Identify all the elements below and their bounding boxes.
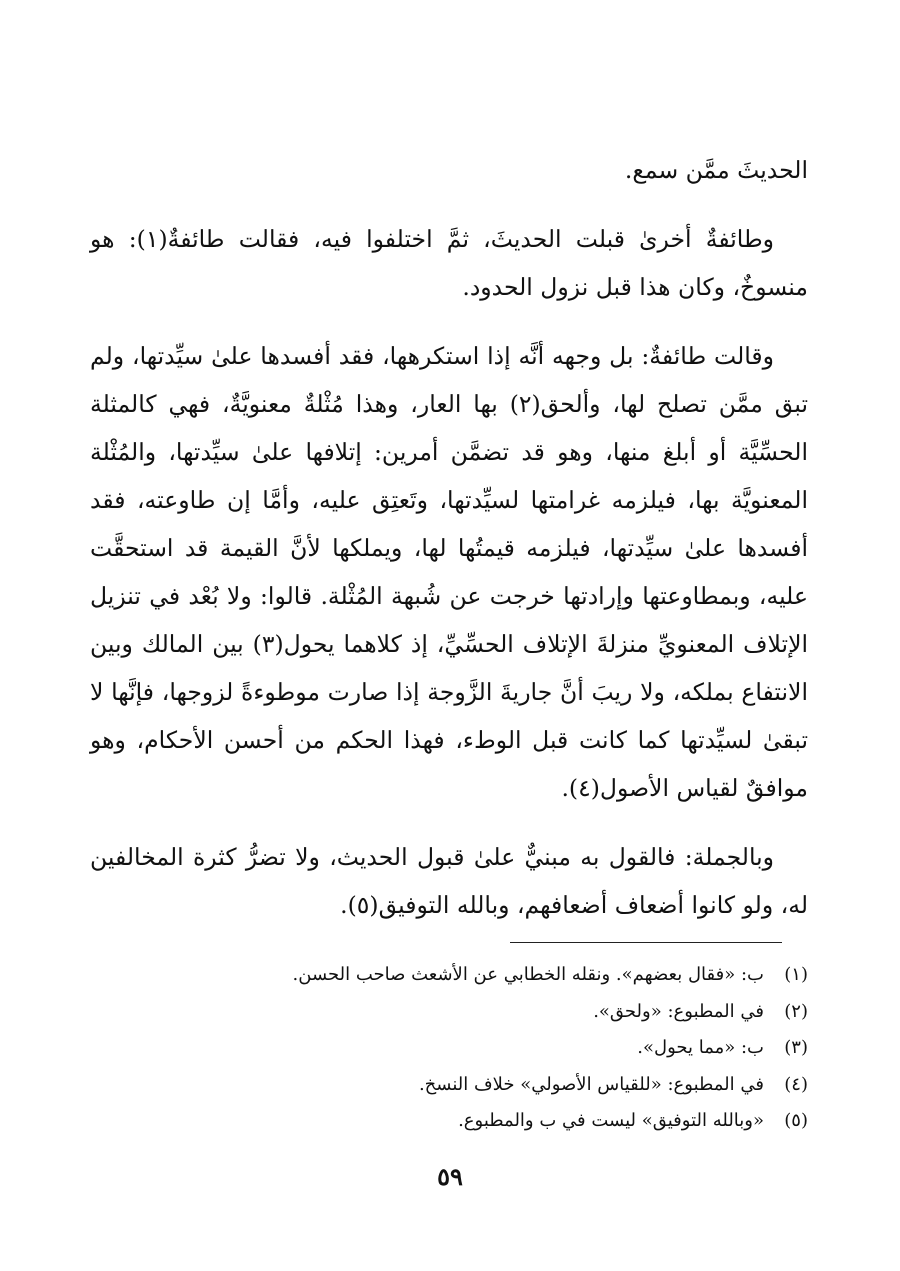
footnote-item — [90, 1067, 808, 1104]
footnote-number: (٣) — [784, 1037, 808, 1058]
footnote-item — [90, 957, 808, 994]
footnote-text: في المطبوع: «للقياس الأصولي» خلاف النسخ. — [418, 1073, 764, 1095]
footnote-number: (٤) — [784, 1073, 808, 1095]
paragraph: وبالجملة: فالقول به مبنيٌّ علىٰ قبول الحديث، ولا تضرُّ كثرة المخالفين له، ولو كانوا أضعاف أضعافهم، وبالله التوفيق(٥). — [90, 843, 808, 919]
paragraph: وقالت طائفةٌ: بل وجهه أنَّه إذا استكرهها، فقد أفسدها علىٰ سيِّدتها، ولم تبق ممَّن تصلح لها، وألحق(٢) بها العار، وهذا مُثْلةٌ معنويَّةٌ، فهي كالمثلة الحسِّيَّة أو أبلغ منها، وهو قد تضمَّن أمرين: إتلافها علىٰ سيِّدتها، والمُثْلة المعنويَّة بها، فيلزمه غرامتها لسيِّدتها، وتَعتِق عليه، وأمَّا إن طاوعته، فقد أفسدها علىٰ سيِّدتها، فيلزمه قيمتُها لها، ويملكها لأنَّ القيمة قد استحقَّت عليه، وبمطاوعتها وإرادتها خرجت عن شُبهة المُثْلة. قالوا: ولا بُعْد في تنزيل الإتلاف المعنويِّ منزلةَ الإتلاف الحسِّيِّ، إذ كلاهما يحول(٣) بين المالك وبين الانتفاع بملكه، ولا ريبَ أنَّ جاريةَ الزَّوجة إذا صارت موطوءةً لزوجها، فإنَّها لا تبقىٰ لسيِّدتها كما كانت قبل الوطء، فهذا الحكم من أحسن الأحكام، وهو موافقٌ لقياس الأصول(٤). — [90, 342, 808, 802]
footnote-text: ب: «مما يحول». — [637, 1037, 764, 1058]
footnote-number: (٢) — [784, 1000, 808, 1022]
footnote-item — [90, 1030, 808, 1067]
paragraph: وطائفةٌ أخرىٰ قبلت الحديثَ، ثمَّ اختلفوا فيه، فقالت طائفةٌ(١): هو منسوخٌ، وكان هذا قبل نزول الحدود. — [90, 225, 808, 301]
footnote-text: في المطبوع: «ولحق». — [593, 1000, 764, 1022]
footnote-text: ب: «فقال بعضهم». ونقله الخطابي عن الأشعث صاحب الحسن. — [292, 964, 764, 985]
footnote-item — [90, 994, 808, 1031]
footnote-divider — [510, 942, 782, 943]
footnote-number: (٥) — [784, 1110, 808, 1131]
footnote-number: (١) — [784, 964, 808, 985]
page-number: ٥٩ — [437, 1162, 463, 1191]
main-text — [90, 146, 808, 950]
footnotes — [90, 957, 808, 1140]
paragraph-continuation: الحديثَ ممَّن سمع. — [624, 156, 808, 184]
footnote-text: «وبالله التوفيق» ليست في ب والمطبوع. — [458, 1110, 764, 1131]
footnote-item — [90, 1103, 808, 1140]
